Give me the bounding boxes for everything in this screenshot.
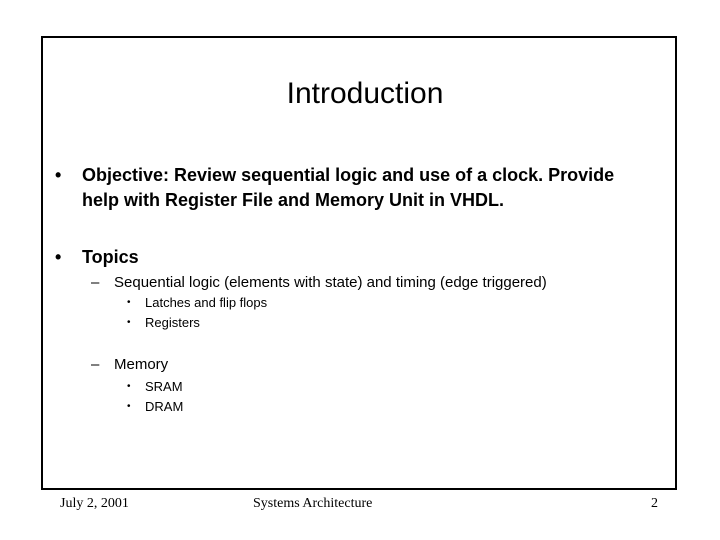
subsubitem-registers-label: Registers [145,315,200,330]
bullet-objective-line-2: help with Register File and Memory Unit in VHDL. [82,190,505,210]
subitem-memory-label: Memory [114,356,169,373]
footer-page-number: 2 [651,496,658,511]
slide-title: Introduction [286,77,444,110]
dash-marker: – [91,274,100,291]
dash-marker: – [91,356,100,373]
subsubitem-dram-label: DRAM [145,399,184,414]
bullet-objective-line-1: Objective: Review sequential logic and use of a clock. Provide [82,165,615,185]
small-bullet-marker: • [127,297,131,308]
small-bullet-marker: • [127,381,131,392]
subsubitem-latches-label: Latches and flip flops [145,295,268,310]
small-bullet-marker: • [127,401,131,412]
footer-course: Systems Architecture [253,496,373,511]
subitem-sequential-logic-label: Sequential logic (elements with state) and timing (edge triggered) [114,274,547,291]
bullet-marker: • [55,247,62,267]
footer-date: July 2, 2001 [60,496,129,511]
small-bullet-marker: • [127,317,131,328]
bullet-marker: • [55,165,62,185]
subsubitem-sram-label: SRAM [145,379,183,394]
bullet-topics-label: Topics [82,247,139,267]
